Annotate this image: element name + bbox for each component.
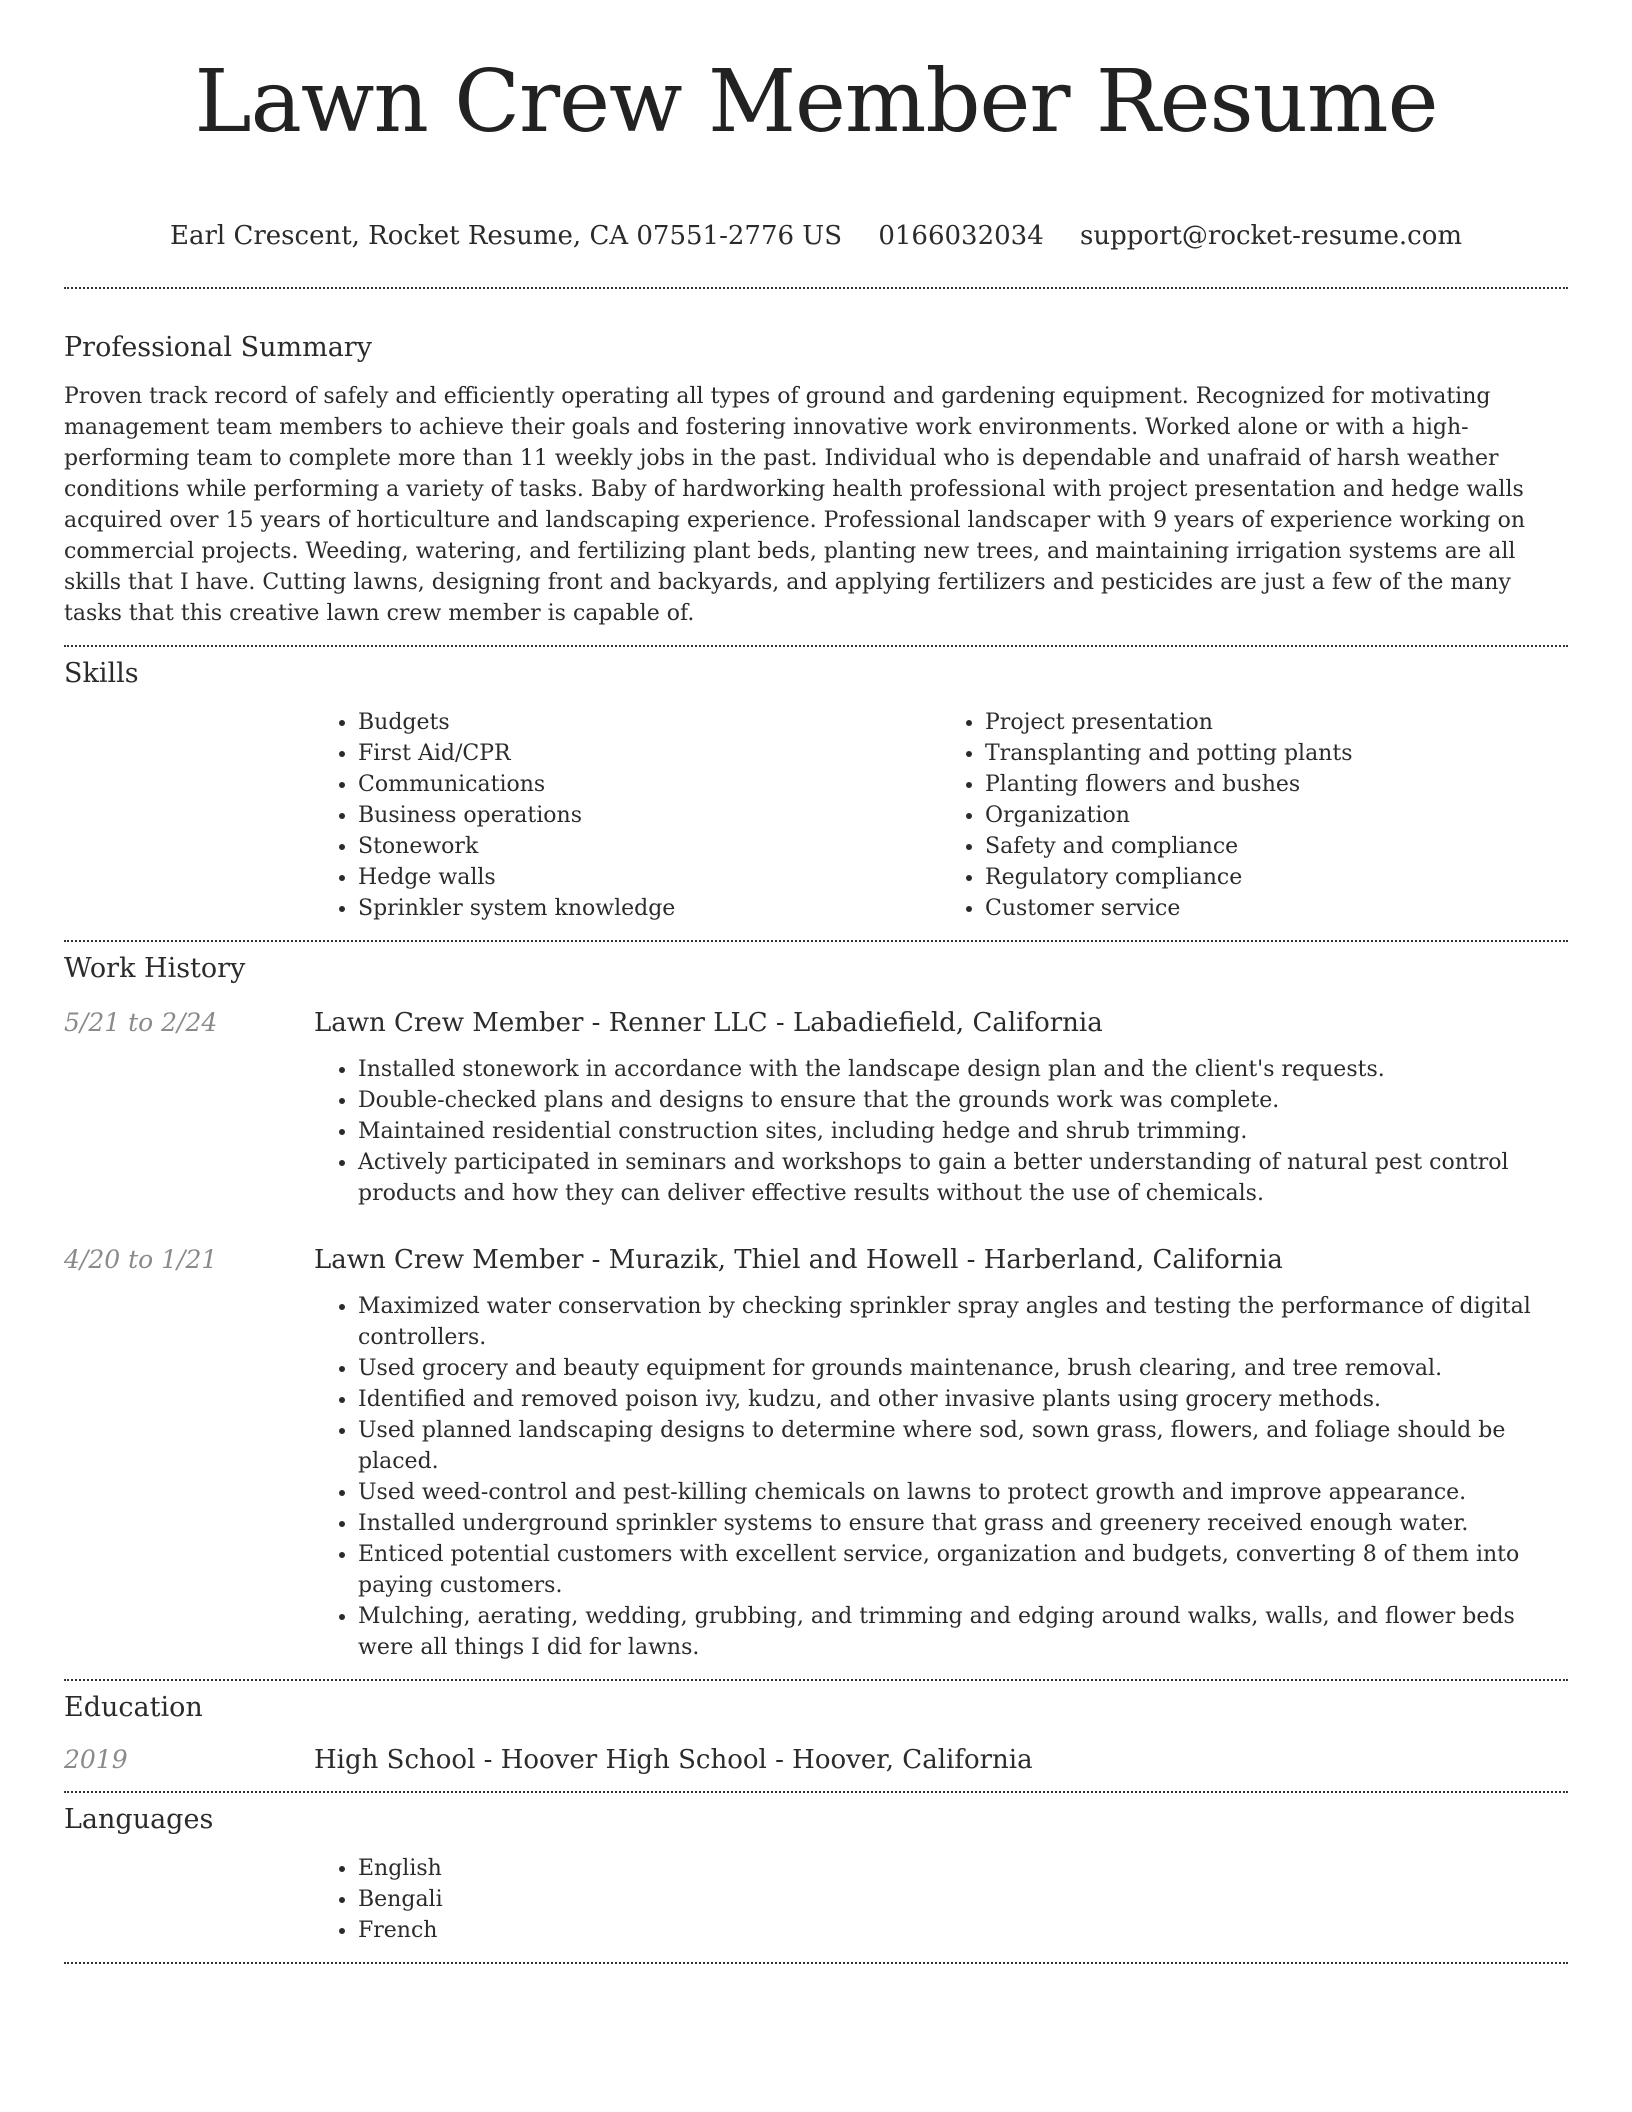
education-heading: High School - Hoover High School - Hoover, California xyxy=(314,1745,1033,1775)
contact-email: support@rocket-resume.com xyxy=(1080,221,1463,251)
skill-item: • Hedge walls xyxy=(358,862,941,893)
skill-item: • First Aid/CPR xyxy=(358,738,941,769)
job-header xyxy=(64,1245,1568,1275)
skills-list xyxy=(314,707,1568,924)
job-bullet: • Actively participated in seminars and workshops to gain a better understanding of natural pest control products and how they can deliver effective results without the use of chemicals. xyxy=(358,1147,1568,1209)
contact-address: Earl Crescent, Rocket Resume, CA 07551-2776 US xyxy=(169,221,843,251)
skills-column-left xyxy=(314,707,941,924)
education-entry xyxy=(64,1745,1568,1775)
divider xyxy=(64,1962,1568,1964)
section-title-work-history: Work History xyxy=(64,953,246,984)
job-header xyxy=(64,1008,1568,1038)
skill-item: • Stonework xyxy=(358,831,941,862)
job-bullet: • Installed stonework in accordance with the landscape design plan and the client's requests. xyxy=(358,1054,1568,1085)
skill-item: • Communications xyxy=(358,769,941,800)
language-item: • French xyxy=(358,1915,1568,1946)
job-bullet: • Maintained residential construction sites, including hedge and shrub trimming. xyxy=(358,1116,1568,1147)
job-heading: Lawn Crew Member - Murazik, Thiel and Howell - Harberland, California xyxy=(314,1245,1283,1275)
job-dates: 4/20 to 1/21 xyxy=(64,1245,218,1274)
section-title-education: Education xyxy=(64,1692,203,1723)
skill-item: • Organization xyxy=(985,800,1568,831)
skill-item: • Project presentation xyxy=(985,707,1568,738)
skill-item: • Sprinkler system knowledge xyxy=(358,893,941,924)
section-title-skills: Skills xyxy=(64,658,139,689)
skill-item: • Transplanting and potting plants xyxy=(985,738,1568,769)
skill-item: • Business operations xyxy=(358,800,941,831)
job-bullet: • Identified and removed poison ivy, kudzu, and other invasive plants using grocery methods. xyxy=(358,1384,1568,1415)
education-year: 2019 xyxy=(64,1745,128,1774)
skill-item: • Budgets xyxy=(358,707,941,738)
job-bullet: • Installed underground sprinkler systems to ensure that grass and greenery received enough water. xyxy=(358,1508,1568,1539)
language-item: • Bengali xyxy=(358,1884,1568,1915)
job-bullet: • Used weed-control and pest-killing chemicals on lawns to protect growth and improve appearance. xyxy=(358,1477,1568,1508)
resume-title: Lawn Crew Member Resume xyxy=(194,52,1438,152)
section-title-languages: Languages xyxy=(64,1804,214,1835)
summary-text: Proven track record of safely and efficiently operating all types of ground and gardening equipment. Recognized for motivating management team members to achieve their goals and fostering innovative work environments. Worked alone or with a high-performing team to complete more than 11 weekly jobs in the past. Individual who is dependable and unafraid of harsh weather conditions while performing a variety of tasks. Baby of hardworking health professional with project presentation and hedge walls acquired over 15 years of horticulture and landscaping experience. Professional landscaper with 9 years of experience working on commercial projects. Weeding, watering, and fertilizing plant beds, planting new trees, and maintaining irrigation systems are all skills that I have. Cutting lawns, designing front and backyards, and applying fertilizers and pesticides are just a few of the many tasks that this creative lawn crew member is capable of. xyxy=(64,384,1526,626)
skill-item: • Planting flowers and bushes xyxy=(985,769,1568,800)
language-item: • English xyxy=(358,1853,1568,1884)
section-title-summary: Professional Summary xyxy=(64,332,372,363)
job-dates: 5/21 to 2/24 xyxy=(64,1008,218,1037)
job-bullet: • Used grocery and beauty equipment for grounds maintenance, brush clearing, and tree removal. xyxy=(358,1353,1568,1384)
skills-column-right xyxy=(941,707,1568,924)
job-bullet: • Double-checked plans and designs to ensure that the grounds work was complete. xyxy=(358,1085,1568,1116)
job-bullet: • Maximized water conservation by checking sprinkler spray angles and testing the performance of digital controllers. xyxy=(358,1291,1568,1353)
job-bullets xyxy=(314,1054,1568,1209)
skill-item: • Customer service xyxy=(985,893,1568,924)
contact-line xyxy=(64,220,1568,252)
languages-list xyxy=(314,1853,1568,1946)
skill-item: • Safety and compliance xyxy=(985,831,1568,862)
job-heading: Lawn Crew Member - Renner LLC - Labadiefield, California xyxy=(314,1008,1103,1038)
contact-phone: 0166032034 xyxy=(878,221,1044,251)
job-bullet: • Mulching, aerating, wedding, grubbing, and trimming and edging around walks, walls, and flower beds were all things I did for lawns. xyxy=(358,1601,1568,1663)
skill-item: • Regulatory compliance xyxy=(985,862,1568,893)
job-bullet: • Enticed potential customers with excellent service, organization and budgets, converting 8 of them into paying customers. xyxy=(358,1539,1568,1601)
job-bullets xyxy=(314,1291,1568,1663)
job-bullet: • Used planned landscaping designs to determine where sod, sown grass, flowers, and foliage should be placed. xyxy=(358,1415,1568,1477)
